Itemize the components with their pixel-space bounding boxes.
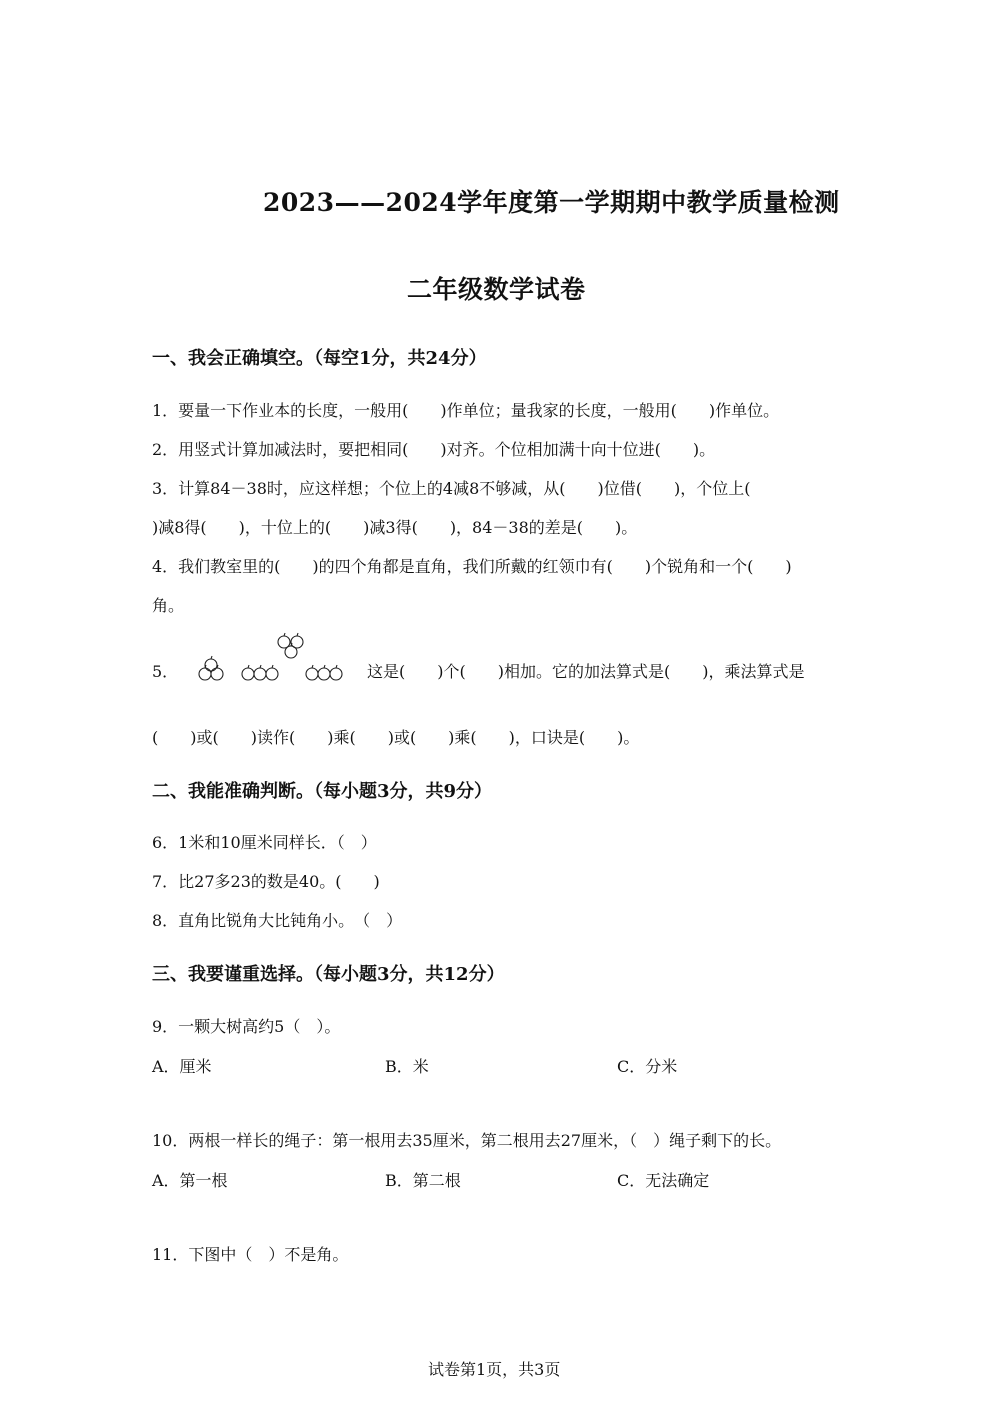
question-8: 8．直角比锐角大比钝角小。 （ ） [152,911,403,930]
question-10-option-c: C．无法确定 [617,1171,710,1190]
question-9-option-a: A．厘米 [152,1057,212,1076]
exam-subtitle: 二年级数学试卷 [407,275,586,304]
question-10-option-a: A．第一根 [152,1171,228,1190]
question-5-line2: ( )或( )读作( )乘( )或( )乘( )，口诀是( )。 [152,728,640,747]
question-10: 10．两根一样长的绳子：第一根用去35厘米，第二根用去27厘米，（ ）绳子剩下的长。 [152,1131,782,1150]
section2-heading: 二、我能准确判断。（每小题3分，共9分） [152,781,493,802]
question-3-line1: 3．计算84－38时，应这样想；个位上的4减8不够减，从( )位借( )，个位上( [152,479,751,498]
page-number: 试卷第1页，共3页 [428,1360,561,1379]
exam-title: 2023——2024学年度第一学期期中教学质量检测 [263,188,840,217]
question-9: 9．一颗大树高约5（ ）。 [152,1017,341,1036]
question-5-number: 5． [152,662,179,681]
question-3-line2: )减8得( )，十位上的( )减3得( )，84－38的差是( )。 [152,518,638,537]
section3-heading: 三、我要谨重选择。（每小题3分，共12分） [152,964,505,985]
question-5-text: 这是( )个( )相加。它的加法算式是( )，乘法算式是 [367,662,805,681]
question-6: 6．1米和10厘米同样长．（ ） [152,833,377,852]
apple-icon-group-3 [278,633,303,658]
question-1: 1．要量一下作业本的长度，一般用( )作单位；量我家的长度，一般用( )作单位。 [152,401,780,420]
section1-heading: 一、我会正确填空。（每空1分，共24分） [152,348,487,369]
question-9-option-b: B．米 [385,1057,429,1076]
question-9-option-c: C．分米 [617,1057,678,1076]
question-7: 7．比27多23的数是40。( ) [152,872,380,891]
question-4-line1: 4．我们教室里的( )的四个角都是直角，我们所戴的红领巾有( )个锐角和一个( ) [152,557,792,576]
question-11: 11．下图中（ ）不是角。 [152,1245,349,1264]
question-4-line2: 角。 [152,596,185,615]
question-10-option-b: B．第二根 [385,1171,461,1190]
apple-groups-illustration [195,632,355,684]
question-2: 2．用竖式计算加减法时，要把相同( )对齐。个位相加满十向十位进( )。 [152,440,716,459]
apple-icon-group-1 [199,656,223,680]
apple-icon-group-4 [306,665,342,680]
apple-icon-group-2 [242,665,278,680]
